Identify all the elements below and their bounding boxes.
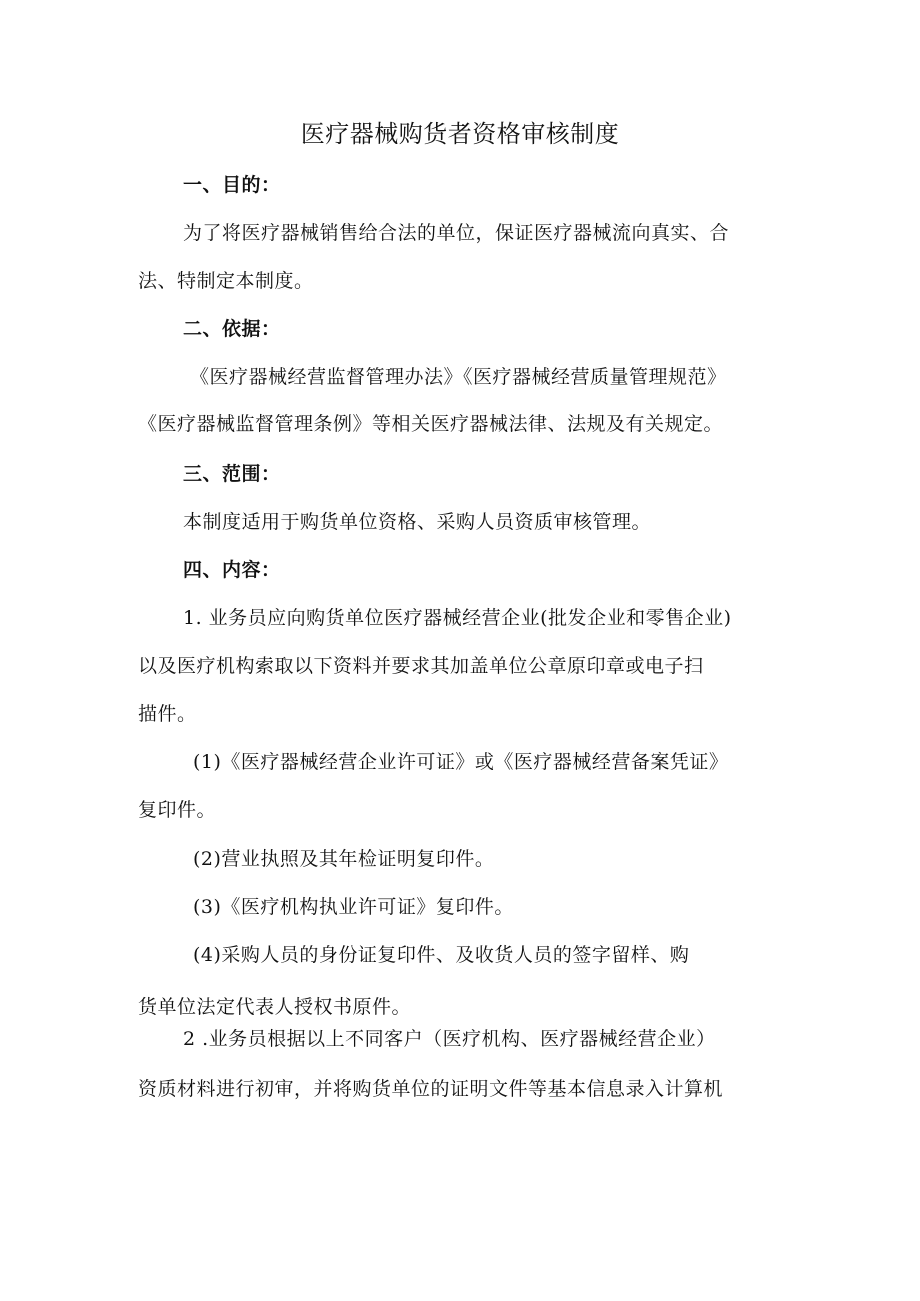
section-heading-content: 四、内容：	[183, 559, 281, 581]
content-item1-line-1: 1. 业务员应向购货单位医疗器械经营企业(批发企业和零售企业)	[183, 607, 732, 629]
section-heading-purpose: 一、目的：	[183, 174, 281, 196]
basis-text-line-2: 《医疗器械监督管理条例》等相关医疗器械法律、法规及有关规定。	[138, 413, 724, 435]
content-item1-line-3: 描件。	[138, 703, 197, 725]
document-title: 医疗器械购货者资格审核制度	[300, 120, 620, 148]
subitem-1-line-2: 复印件。	[138, 799, 217, 821]
purpose-text-line-1: 为了将医疗器械销售给合法的单位，保证医疗器械流向真实、合	[183, 222, 730, 244]
purpose-text-line-2: 法、特制定本制度。	[138, 270, 314, 292]
basis-text-line-1: 《医疗器械经营监督管理办法》《医疗器械经营质量管理规范》	[190, 366, 727, 388]
section-heading-scope: 三、范围：	[183, 463, 281, 485]
subitem-4-line-2: 货单位法定代表人授权书原件。	[138, 996, 412, 1018]
subitem-4-line-1: (4)采购人员的身份证复印件、及收货人员的签字留样、购	[193, 944, 690, 966]
subitem-1-line-1: (1)《医疗器械经营企业许可证》或《医疗器械经营备案凭证》	[193, 751, 729, 773]
section-heading-basis: 二、依据：	[183, 318, 281, 340]
subitem-3-line-1: (3)《医疗机构执业许可证》复印件。	[193, 896, 514, 918]
subitem-2-line-1: (2)营业执照及其年检证明复印件。	[193, 848, 495, 870]
scope-text-line-1: 本制度适用于购货单位资格、采购人员资质审核管理。	[183, 511, 652, 533]
content-item2-line-2: 资质材料进行初审，并将购货单位的证明文件等基本信息录入计算机	[138, 1078, 724, 1100]
content-item2-line-1: 2 .业务员根据以上不同客户（医疗机构、医疗器械经营企业）	[183, 1028, 716, 1050]
content-item1-line-2: 以及医疗机构索取以下资料并要求其加盖单位公章原印章或电子扫	[138, 655, 704, 677]
